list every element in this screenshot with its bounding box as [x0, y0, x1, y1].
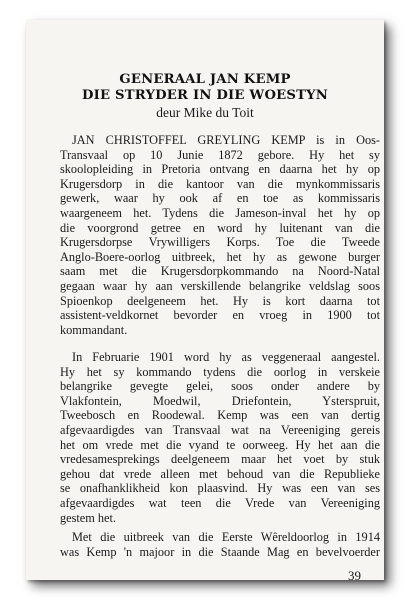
- text-line: Transvaal op 10 Junie 1872 gebore. Hy het sy: [60, 147, 380, 162]
- text-line: kommandant.: [60, 322, 128, 337]
- text-line: afgevaardigdes wat teen die Vrede van Vereeniging: [60, 495, 380, 510]
- text-line: saam met die Krugersdorpkommando na Noord-Natal: [60, 264, 380, 279]
- text-line: belangrike gevegte gelei, soos onder andere by: [60, 379, 380, 394]
- text-line: se onafhanklikheid kon plaasvind. Hy was een van ses: [60, 481, 380, 496]
- text-line: Krugersdorp in die kantoor van die mynkommissaris: [60, 176, 380, 191]
- text-line: het om vrede met die vyand te oorweeg. Hy het aan die: [60, 437, 380, 452]
- text-line: skoolopleiding in Pretoria ontvang en daarna het hy op: [60, 162, 380, 177]
- paragraph-1: [60, 133, 380, 337]
- text-line: Spioenkop deelgeneem het. Hy is kort daarna tot: [60, 293, 380, 308]
- book-page: [26, 20, 384, 583]
- article-byline: deur Mike du Toit: [156, 105, 254, 120]
- article-title-line-1: GENERAAL JAN KEMP: [119, 72, 291, 87]
- text-line: In Februarie 1901 word hy as veggeneraal aangestel.: [72, 350, 380, 364]
- paragraph-2: [60, 350, 380, 525]
- text-line: die voorgrond getree en word hy luitenant van die: [60, 220, 380, 235]
- paragraph-3: [60, 530, 380, 559]
- text-line: afgevaardigdes van Transvaal wat na Vereeniging gereis: [60, 422, 380, 437]
- text-line: vredesamesprekings deelgeneem maar het voet by stuk: [60, 452, 380, 467]
- text-line: Anglo-Boere-oorlog uitbreek, het hy as gewone burger: [60, 249, 380, 264]
- page-number: 39: [348, 568, 361, 583]
- text-line: Met die uitbreek van die Eerste Wêreldoorlog in 1914: [72, 530, 380, 544]
- text-line: Hy het sy kommando tydens die oorlog in verskeie: [60, 364, 380, 379]
- text-line: waargeneem het. Tydens die Jameson-inval het hy op: [60, 205, 380, 220]
- text-line: was Kemp 'n majoor in die Staande Mag en bevelvoerder: [60, 544, 380, 559]
- text-line: Krugersdorpse Vrywilligers Korps. Toe die Tweede: [60, 235, 380, 250]
- text-line: Vlakfontein, Moedwil, Driefontein, Ysterspruit,: [60, 393, 380, 408]
- article-title-line-2: DIE STRYDER IN DIE WOESTYN: [81, 88, 328, 103]
- text-line: gehou dat vrede alleen met behoud van die Republieke: [60, 466, 380, 481]
- text-line: Tweebosch en Roodewal. Kemp was een van dertig: [60, 408, 380, 423]
- text-line: gewerk, waar hy ook af en toe as kommissaris: [60, 191, 380, 206]
- text-line: JAN CHRISTOFFEL GREYLING KEMP is in Oos-: [72, 133, 380, 147]
- text-line: gegaan waar hy aan verskillende belangrike veldslag soos: [60, 278, 380, 293]
- text-line: gestem het.: [60, 510, 117, 525]
- text-line: assistent-veldkornet bevorder en vroeg in 1900 tot: [60, 308, 380, 323]
